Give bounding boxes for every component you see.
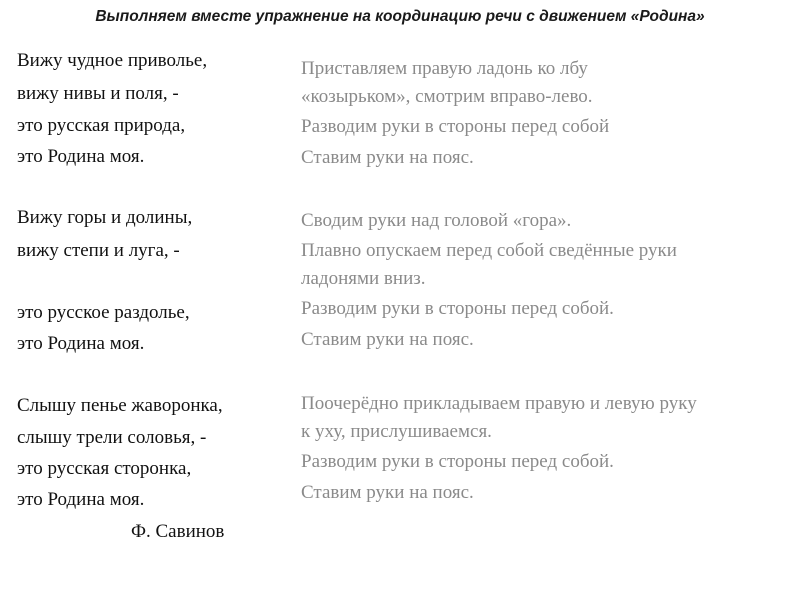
poem-line: это русская природа, xyxy=(17,115,186,136)
action-line: Разводим руки в стороны перед собой xyxy=(301,116,610,137)
action-line: Поочерёдно прикладываем правую и левую руку xyxy=(301,393,697,414)
poem-line: это Родина моя. xyxy=(17,489,145,510)
poem-line: это Родина моя. xyxy=(17,333,145,354)
action-line: Разводим руки в стороны перед собой. xyxy=(301,451,614,472)
action-line: ладонями вниз. xyxy=(301,268,426,289)
poem-line: это русское раздолье, xyxy=(17,302,190,323)
action-line: Разводим руки в стороны перед собой. xyxy=(301,298,614,319)
action-line: Ставим руки на пояс. xyxy=(301,329,474,350)
action-line: к уху, прислушиваемся. xyxy=(301,421,492,442)
poem-line: вижу нивы и поля, - xyxy=(17,83,179,104)
action-line: Ставим руки на пояс. xyxy=(301,482,474,503)
poem-line: слышу трели соловья, - xyxy=(17,427,207,448)
poem-line: Вижу чудное приволье, xyxy=(17,50,208,71)
poem-line: это Родина моя. xyxy=(17,146,145,167)
action-line: «козырьком», смотрим вправо-лево. xyxy=(301,86,593,107)
action-line: Приставляем правую ладонь ко лбу xyxy=(301,58,588,79)
poem-author: Ф. Савинов xyxy=(131,521,225,542)
action-line: Сводим руки над головой «гора». xyxy=(301,210,572,231)
poem-line: Слышу пенье жаворонка, xyxy=(17,395,223,416)
poem-line: Вижу горы и долины, xyxy=(17,207,193,228)
page-title: Выполняем вместе упражнение на координацию речи с движением «Родина» xyxy=(95,8,705,25)
poem-line: это русская сторонка, xyxy=(17,458,192,479)
action-line: Ставим руки на пояс. xyxy=(301,147,474,168)
action-line: Плавно опускаем перед собой сведённые руки xyxy=(301,240,677,261)
poem-line: вижу степи и луга, - xyxy=(17,240,180,261)
